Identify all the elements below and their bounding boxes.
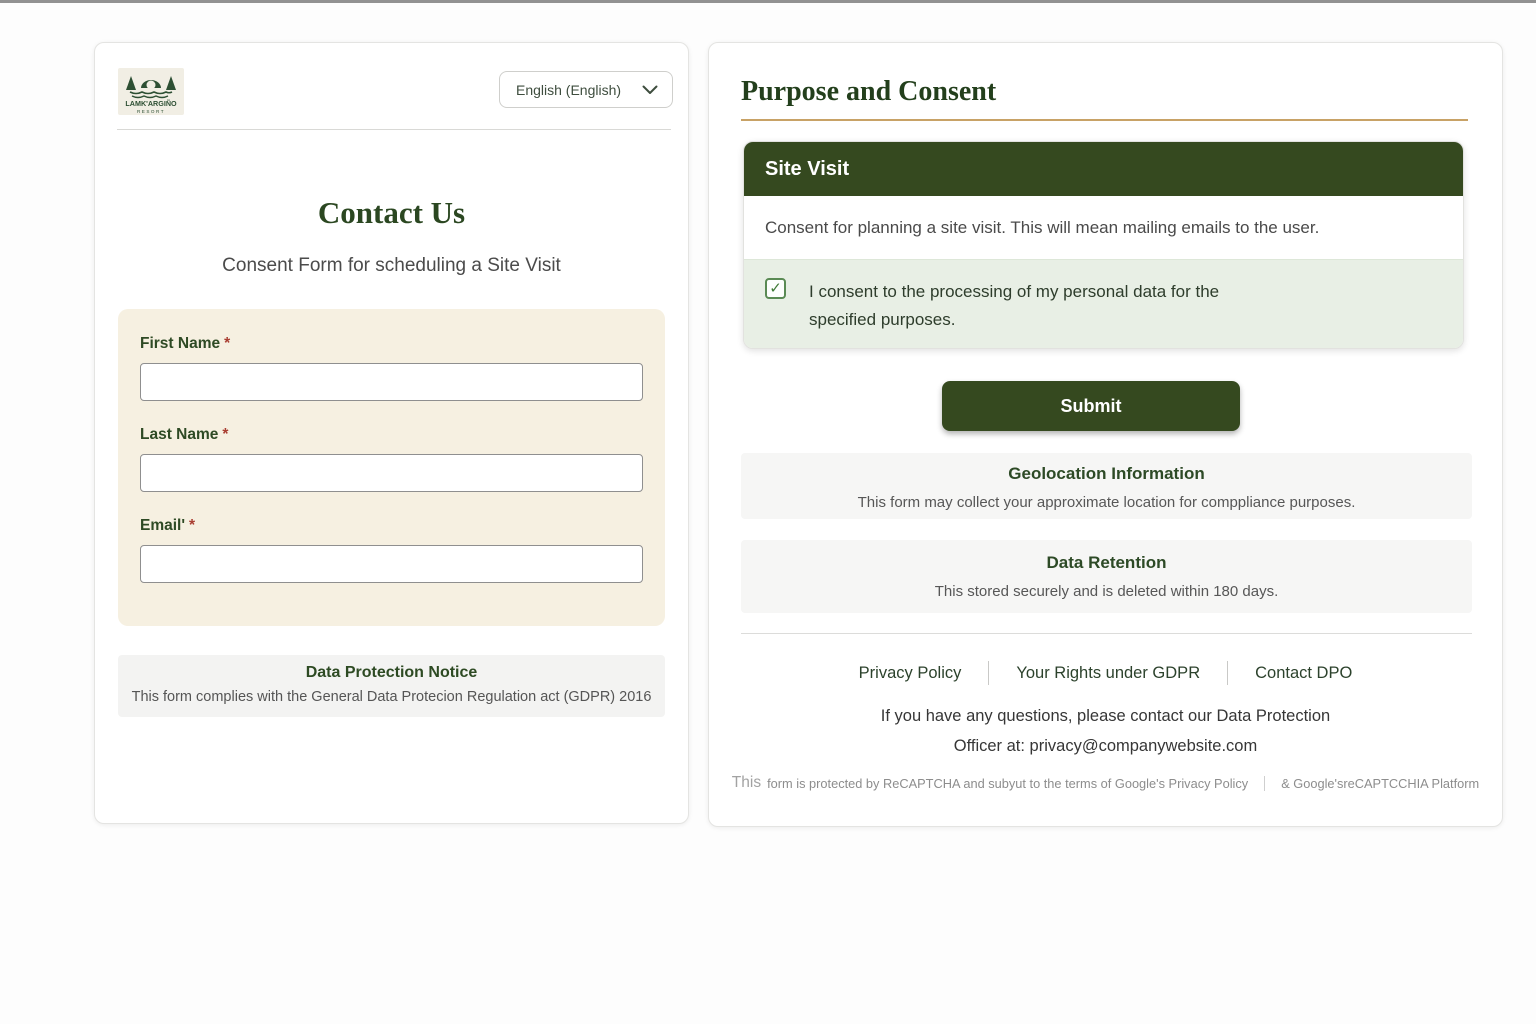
contact-form-card [94, 42, 689, 824]
email-input[interactable] [140, 545, 643, 583]
data-protection-notice [118, 655, 665, 717]
email-label [140, 517, 643, 535]
recaptcha-right-text: & Google'sreCAPTCCHIA Platform [1281, 775, 1480, 791]
footer-links [709, 661, 1502, 685]
privacy-policy-link[interactable]: Privacy Policy [858, 663, 962, 682]
data-retention-text: This stored securely and is deleted within 180 days. [934, 583, 1279, 600]
last-name-input[interactable] [140, 454, 643, 492]
recaptcha-separator [1264, 776, 1265, 791]
logo-name: LAMK'ARGIÑO [125, 99, 177, 108]
gdpr-rights-link[interactable]: Your Rights under GDPR [1016, 663, 1201, 682]
contact-dpo-link[interactable]: Contact DPO [1255, 663, 1353, 682]
notice-text: This form complies with the General Data Protecion Regulation act (GDPR) 2016 [131, 689, 652, 705]
section-title: Purpose and Consent [741, 76, 997, 107]
site-visit-header-text: Site Visit [765, 157, 850, 180]
recaptcha-left-text: form is protected by ReCAPTCHA and subyut to the terms of Google's Privacy Policy [767, 775, 1249, 791]
consent-checkbox-label[interactable]: I consent to the processing of my personal data for the specified purposes. [809, 282, 1220, 329]
email-group [140, 517, 643, 583]
first-name-label [140, 335, 643, 353]
first-name-label-text: First Name [140, 335, 221, 352]
required-asterisk: * [224, 335, 231, 352]
logo-subtitle: RESORT [136, 109, 166, 114]
window-top-edge [0, 0, 1536, 3]
link-separator [988, 661, 989, 685]
submit-button[interactable]: Submit [942, 381, 1240, 431]
data-retention-section [741, 540, 1472, 613]
dpo-contact-line1: If you have any questions, please contact our Data Protection [880, 707, 1331, 725]
required-asterisk: * [189, 517, 196, 534]
footer-divider [741, 633, 1472, 634]
page-subtitle: Consent Form for scheduling a Site Visit [222, 255, 561, 276]
page-title: Contact Us [317, 195, 466, 230]
company-logo [118, 68, 184, 115]
language-selector-value: English (English) [516, 81, 622, 98]
consent-row [744, 259, 1463, 348]
recaptcha-prefix: This [731, 774, 762, 791]
data-retention-title: Data Retention [1046, 553, 1167, 572]
last-name-label [140, 426, 643, 444]
email-label-text: Email' [140, 517, 186, 534]
site-visit-header [744, 142, 1463, 196]
language-selector[interactable] [499, 71, 673, 108]
contact-form [118, 309, 665, 626]
purpose-consent-card [708, 42, 1503, 827]
link-separator [1227, 661, 1228, 685]
last-name-group [140, 426, 643, 492]
site-visit-consent-block [743, 141, 1464, 349]
required-asterisk: * [222, 426, 229, 443]
consent-checkbox[interactable]: ✓ [765, 278, 786, 299]
chevron-down-icon [642, 85, 658, 95]
dpo-contact-line2: Officer at: privacy@companywebsite.com [953, 737, 1258, 755]
geolocation-title: Geolocation Information [1008, 464, 1205, 483]
first-name-input[interactable] [140, 363, 643, 401]
title-underline [741, 119, 1468, 121]
last-name-label-text: Last Name [140, 426, 219, 443]
recaptcha-notice [709, 774, 1502, 792]
first-name-group [140, 335, 643, 401]
notice-title: Data Protection Notice [305, 664, 478, 681]
geolocation-text: This form may collect your approximate location for comppliance purposes. [857, 494, 1356, 511]
header-divider [117, 129, 671, 130]
site-visit-description: Consent for planning a site visit. This will mean mailing emails to the user. [765, 217, 1320, 237]
geolocation-info-section [741, 453, 1472, 519]
logo-illustration [118, 68, 184, 115]
